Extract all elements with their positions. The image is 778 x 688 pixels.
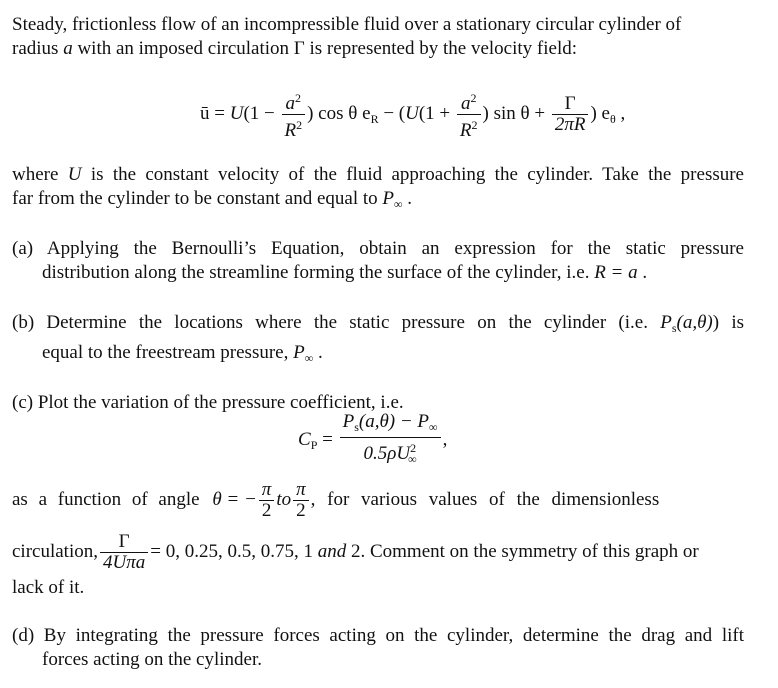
eq-minus: − (	[378, 102, 406, 124]
eq-end: ) e	[590, 102, 610, 124]
frac1-num: a	[285, 93, 296, 114]
part-a-var: R = a	[594, 262, 638, 283]
part-c-text-4a: circulation,	[12, 540, 98, 562]
theta-eq: θ = −	[212, 488, 257, 510]
part-b-text-1b: ) is	[712, 312, 745, 333]
velocity-equation	[200, 88, 625, 141]
frac2-den: R	[459, 120, 472, 141]
part-a-text-2b: .	[637, 262, 648, 283]
part-b-line-2	[42, 342, 323, 366]
part-c-line-4	[12, 532, 699, 573]
cp-den-sup: 2	[410, 441, 417, 455]
part-c-text-5: lack of it.	[12, 577, 85, 598]
part-b-arg: (a,θ)	[676, 312, 713, 333]
cp-den: 0.5ρU	[363, 443, 411, 464]
part-d-line-2	[42, 649, 262, 671]
part-c-text-1: (c) Plot the variation of the pressure coefficient, i.e.	[12, 392, 404, 413]
theta-frac1-den: 2	[261, 500, 272, 521]
part-d-line-1	[12, 625, 744, 647]
cp-sub-P: P	[310, 437, 318, 452]
eq-U2: U	[405, 102, 419, 124]
frac1-den-sup: 2	[296, 118, 303, 132]
eq-frac-3	[552, 94, 589, 135]
part-d-text-2: forces acting on the cylinder.	[42, 649, 263, 670]
part-b-var-P: P	[660, 312, 672, 333]
theta-frac-2	[293, 480, 309, 521]
where-text-2a: far from the cylinder to be constant and equal to	[12, 188, 383, 209]
where-var-P: P	[382, 188, 394, 209]
eq-frac-1	[282, 88, 306, 141]
eq-cos: ) cos θ e	[307, 102, 371, 124]
eq-frac-2	[457, 88, 481, 141]
cp-comma: ,	[442, 428, 448, 450]
intro-line-2	[12, 38, 577, 60]
intro-line-1	[12, 14, 681, 36]
part-b-sub-s: s	[671, 321, 677, 335]
part-c-line-3	[12, 480, 744, 521]
part-c-and: and	[317, 540, 347, 562]
eq-paren1: (1 −	[243, 102, 280, 124]
cp-fraction	[340, 412, 441, 469]
circulation-fraction	[100, 532, 148, 573]
frac3-den: 2πR	[554, 114, 586, 135]
theta-frac-1	[259, 480, 275, 521]
part-c-text-4b: = 0, 0.25, 0.5, 0.75, 1	[150, 540, 318, 562]
part-b-text-2a: equal to the freestream pressure,	[42, 342, 294, 363]
where-text-2b: .	[402, 188, 413, 209]
cp-num-sub-s: s	[354, 420, 359, 434]
theta-frac1-num: π	[259, 480, 275, 501]
eq-sub-R: R	[370, 111, 379, 126]
eq-U1: U	[229, 102, 244, 124]
eq-sub-theta: θ	[609, 111, 616, 126]
part-d-text-1: (d) By integrating the pressure forces acting on the cylinder, determine the drag and lift	[12, 625, 744, 646]
where-line-1	[12, 164, 744, 186]
cp-num-sub-inf: ∞	[429, 420, 438, 434]
intro-text-2a: radius	[12, 38, 64, 59]
circ-num: Γ	[100, 532, 148, 553]
eq-sin: ) sin θ +	[482, 102, 550, 124]
part-c-text-4c: 2. Comment on the symmetry of this graph or	[346, 540, 699, 562]
where-text-1b: is the constant velocity of the fluid approaching the cylinder. Take the pressure	[81, 164, 744, 185]
where-sub-inf: ∞	[393, 197, 403, 211]
part-c-text-3a: as a function of angle	[12, 488, 200, 510]
eq-paren2: (1 +	[418, 102, 455, 124]
cp-equation	[298, 412, 447, 469]
part-a-text-2a: distribution along the streamline forming the surface of the cylinder, i.e.	[42, 262, 595, 283]
intro-var-a: a	[63, 38, 73, 59]
part-b-sub-inf: ∞	[304, 351, 314, 365]
part-b-text-1a: (b) Determine the locations where the static pressure on the cylinder (i.e.	[12, 312, 661, 333]
intro-text-1: Steady, frictionless flow of an incompressible fluid over a stationary circular cylinder of	[12, 14, 682, 35]
theta-frac2-num: π	[293, 480, 309, 501]
eq-comma: ,	[615, 102, 626, 124]
theta-frac2-den: 2	[296, 500, 306, 521]
part-b-text-2b: .	[313, 342, 323, 363]
circ-den: 4Uπa	[103, 552, 146, 573]
frac2-num-sup: 2	[470, 91, 477, 105]
cp-num-arg: (a,θ) − P	[358, 411, 430, 432]
frac2-den-sup: 2	[471, 118, 478, 132]
where-var-U: U	[67, 164, 82, 185]
where-line-2	[12, 188, 412, 212]
part-c-text-3b: , for various values of the dimensionless	[310, 488, 660, 510]
frac3-num: Γ	[552, 94, 589, 115]
part-a-line-2	[42, 262, 647, 284]
frac1-num-sup: 2	[295, 91, 302, 105]
intro-text-2b: with an imposed circulation Γ is represented by the velocity field:	[72, 38, 578, 59]
cp-equals: =	[317, 428, 338, 450]
frac1-den: R	[284, 120, 297, 141]
eq-lhs: ū =	[200, 102, 230, 124]
cp-num-P: P	[342, 411, 355, 432]
part-c-line-5	[12, 577, 84, 599]
part-b-var-Pinf: P	[293, 342, 305, 363]
cp-C: C	[298, 428, 311, 450]
theta-to: to	[276, 488, 292, 510]
part-b-line-1	[12, 312, 744, 336]
part-a-text-1: (a) Applying the Bernoulli’s Equation, obtain an expression for the static pressure	[12, 238, 744, 259]
frac2-num: a	[460, 93, 471, 114]
part-a-line-1	[12, 238, 744, 260]
where-text-1a: where	[12, 164, 68, 185]
cp-den-sub: ∞	[408, 452, 417, 466]
